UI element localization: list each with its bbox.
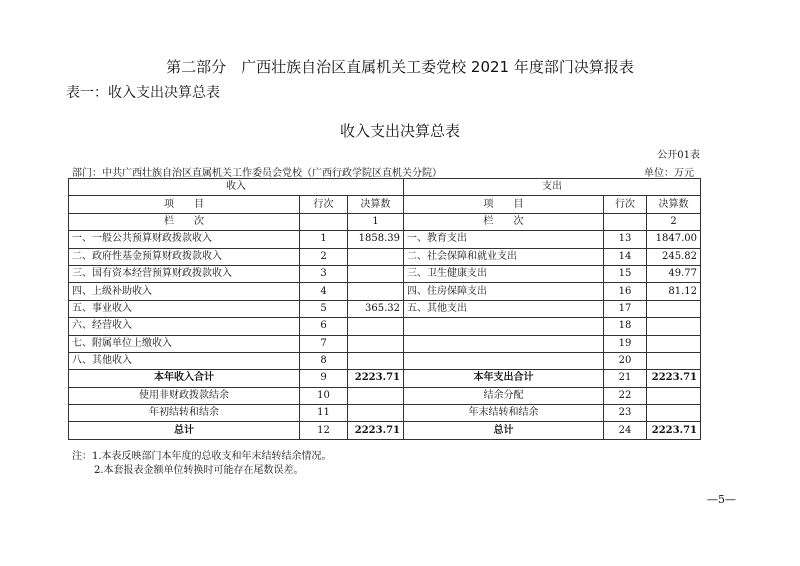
- expense-amount-cell: 81.12: [647, 283, 701, 300]
- expense-item-cell: [404, 335, 604, 352]
- expense-item-cell: 本年支出合计: [404, 370, 604, 387]
- expense-rowno-cell: 19: [604, 335, 647, 352]
- expense-item-cell: 三、卫生健康支出: [404, 265, 604, 282]
- expense-amount-cell: [647, 405, 701, 422]
- expense-amount-cell: 49.77: [647, 265, 701, 282]
- expense-item-cell: [404, 352, 604, 369]
- income-amount-cell: 2223.71: [348, 370, 404, 387]
- table-row: [69, 265, 701, 282]
- income-amount-cell: [348, 265, 404, 282]
- income-amount-header: 决算数: [348, 196, 404, 213]
- income-amount-cell: [348, 335, 404, 352]
- summary-row: [69, 370, 701, 387]
- expense-amount-cell: [647, 387, 701, 404]
- income-rowno-cell: 3: [300, 265, 348, 282]
- expense-column-label: 栏 次: [404, 213, 604, 230]
- income-rowno-cell: 10: [300, 387, 348, 404]
- table-row: [69, 352, 701, 369]
- expense-rowno-cell: 18: [604, 318, 647, 335]
- header-row-columns: [69, 196, 701, 213]
- table-row: [69, 335, 701, 352]
- income-amount-cell: 365.32: [348, 300, 404, 317]
- table-row: [69, 231, 701, 248]
- unit-label: 单位：万元: [644, 168, 694, 179]
- income-rowno-cell: 1: [300, 231, 348, 248]
- table-row: [69, 248, 701, 265]
- table-title: 收入支出决算总表: [339, 122, 460, 140]
- income-rowno-cell: 9: [300, 370, 348, 387]
- summary-row: [69, 387, 701, 404]
- income-item-cell: 一、一般公共预算财政拨款收入: [69, 231, 300, 248]
- expense-column-index: 2: [647, 213, 701, 230]
- expense-amount-cell: 2223.71: [647, 370, 701, 387]
- expense-item-cell: [404, 318, 604, 335]
- expense-amount-cell: [647, 300, 701, 317]
- expense-item-cell: 年末结转和结余: [404, 405, 604, 422]
- header-row-group: [69, 179, 701, 196]
- income-amount-cell: 1858.39: [348, 231, 404, 248]
- income-column-label: 栏 次: [69, 213, 300, 230]
- table-code: 公开01表: [657, 150, 700, 161]
- expense-rowno-cell: 14: [604, 248, 647, 265]
- income-amount-cell: [348, 405, 404, 422]
- income-item-cell: 二、政府性基金预算财政拨款收入: [69, 248, 300, 265]
- income-item-cell: 六、经营收入: [69, 318, 300, 335]
- income-rowno-cell: 11: [300, 405, 348, 422]
- income-item-cell: 七、附属单位上缴收入: [69, 335, 300, 352]
- expense-rowno-cell: 17: [604, 300, 647, 317]
- table-row: [69, 318, 701, 335]
- note-2: 2.本套报表金额单位转换时可能存在尾数误差。: [94, 465, 304, 476]
- expense-group-header: 支出: [404, 179, 701, 196]
- income-rowno-cell: 4: [300, 283, 348, 300]
- income-item-cell: 三、国有资本经营预算财政拨款收入: [69, 265, 300, 282]
- expense-rowno-cell: 13: [604, 231, 647, 248]
- income-column-index: 1: [348, 213, 404, 230]
- table-row: [69, 300, 701, 317]
- income-rowno-cell: 8: [300, 352, 348, 369]
- income-amount-cell: [348, 352, 404, 369]
- expense-item-cell: 总计: [404, 422, 604, 439]
- summary-row: [69, 405, 701, 422]
- expense-item-cell: 一、教育支出: [404, 231, 604, 248]
- expense-rowno-cell: 20: [604, 352, 647, 369]
- header-row-column-index: [69, 213, 701, 230]
- expense-item-cell: 结余分配: [404, 387, 604, 404]
- income-item-cell: 使用非财政拨款结余: [69, 387, 300, 404]
- expense-rowno-cell: 23: [604, 405, 647, 422]
- expense-rowno-cell: 21: [604, 370, 647, 387]
- income-rowno-cell: 7: [300, 335, 348, 352]
- expense-item-cell: 二、社会保障和就业支出: [404, 248, 604, 265]
- expense-item-header: 项 目: [404, 196, 604, 213]
- expense-amount-cell: 2223.71: [647, 422, 701, 439]
- note-1: 注：1.本表反映部门本年度的总收支和年末结转结余情况。: [72, 451, 332, 462]
- income-amount-cell: [348, 283, 404, 300]
- income-amount-cell: [348, 387, 404, 404]
- table-row: [69, 283, 701, 300]
- income-expense-table: [68, 178, 701, 440]
- expense-rowno-header: 行次: [604, 196, 647, 213]
- income-rowno-cell: 12: [300, 422, 348, 439]
- expense-amount-cell: 245.82: [647, 248, 701, 265]
- income-item-cell: 本年收入合计: [69, 370, 300, 387]
- income-item-cell: 四、上级补助收入: [69, 283, 300, 300]
- income-item-cell: 五、事业收入: [69, 300, 300, 317]
- income-item-cell: 年初结转和结余: [69, 405, 300, 422]
- expense-rowno-cell: 24: [604, 422, 647, 439]
- department-label: 部门：中共广西壮族自治区直属机关工作委员会党校（广西行政学院区直机关分院）: [72, 168, 442, 179]
- income-item-cell: 八、其他收入: [69, 352, 300, 369]
- empty-cell: [300, 213, 348, 230]
- page-number: —5—: [707, 493, 736, 506]
- income-group-header: 收入: [69, 179, 404, 196]
- expense-amount-cell: [647, 352, 701, 369]
- income-rowno-cell: 2: [300, 248, 348, 265]
- expense-amount-cell: [647, 318, 701, 335]
- income-item-header: 项 目: [69, 196, 300, 213]
- expense-item-cell: 四、住房保障支出: [404, 283, 604, 300]
- expense-rowno-cell: 15: [604, 265, 647, 282]
- income-amount-cell: [348, 248, 404, 265]
- expense-rowno-cell: 16: [604, 283, 647, 300]
- expense-amount-header: 决算数: [647, 196, 701, 213]
- income-rowno-cell: 5: [300, 300, 348, 317]
- expense-item-cell: 五、其他支出: [404, 300, 604, 317]
- section-subtitle: 表一：收入支出决算总表: [66, 85, 220, 101]
- income-amount-cell: [348, 318, 404, 335]
- income-rowno-cell: 6: [300, 318, 348, 335]
- income-rowno-header: 行次: [300, 196, 348, 213]
- expense-amount-cell: [647, 335, 701, 352]
- expense-amount-cell: 1847.00: [647, 231, 701, 248]
- income-amount-cell: 2223.71: [348, 422, 404, 439]
- expense-rowno-cell: 22: [604, 387, 647, 404]
- income-item-cell: 总计: [69, 422, 300, 439]
- empty-cell: [604, 213, 647, 230]
- summary-row: [69, 422, 701, 439]
- document-title: 第二部分 广西壮族自治区直属机关工委党校 2021 年度部门决算报表: [166, 58, 634, 76]
